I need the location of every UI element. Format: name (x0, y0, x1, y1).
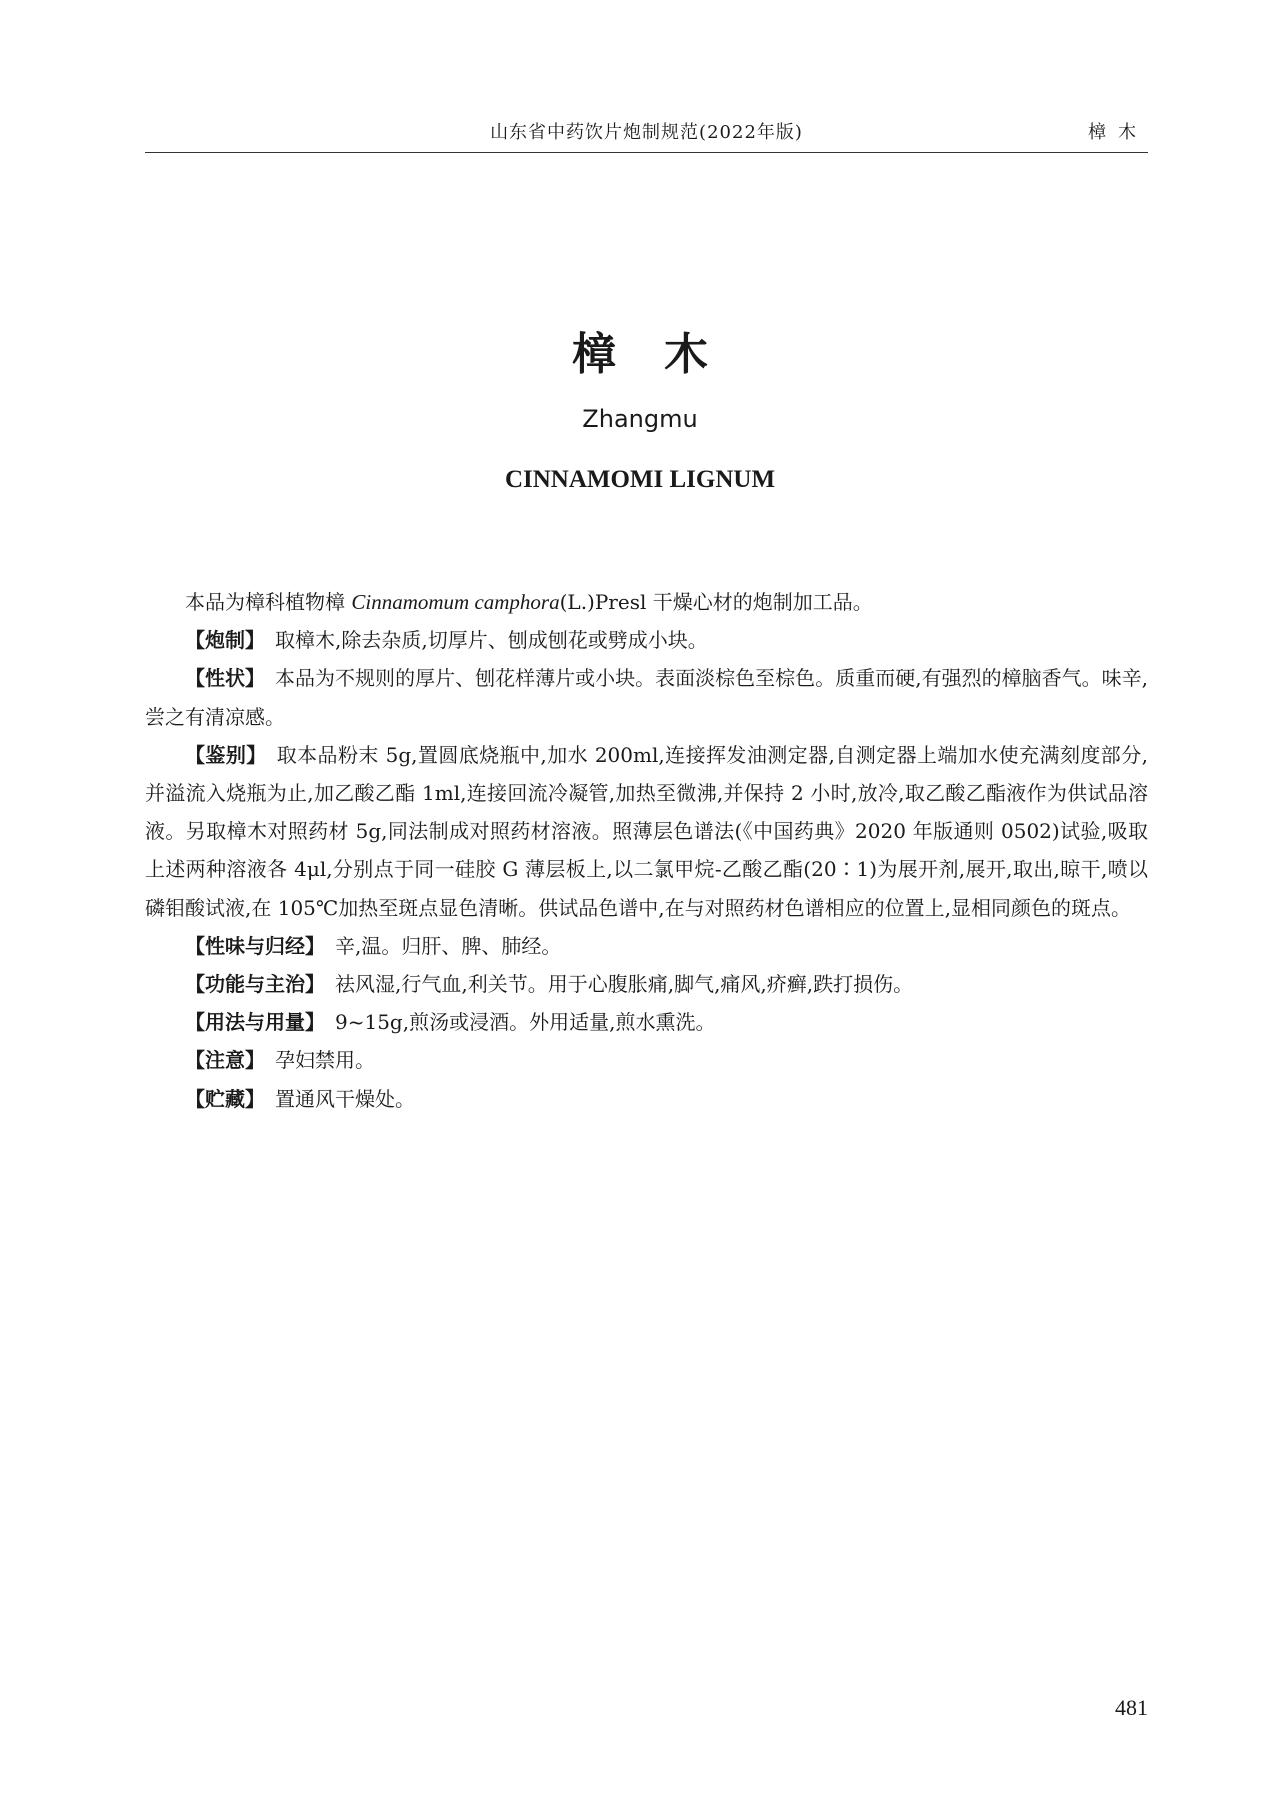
running-header (145, 112, 1148, 153)
species-name: Cinnamomum camphora (351, 590, 560, 614)
section-property-meridian (145, 927, 1148, 965)
entry-name-header: 樟木 (1088, 122, 1148, 143)
section-label: 【性味与归经】 (185, 933, 325, 958)
section-label: 【注意】 (185, 1048, 265, 1073)
entry-body (145, 583, 1148, 1118)
section-description (145, 659, 1148, 735)
intro-text-pre: 本品为樟科植物樟 (185, 590, 352, 614)
section-text: 祛风湿,行气血,利关节。用于心腹胀痛,脚气,痛风,疥癣,跌打损伤。 (335, 972, 914, 997)
section-function-indication (145, 965, 1148, 1003)
intro-text-post: (L.)Presl 干燥心材的炮制加工品。 (559, 590, 873, 614)
page-number: 481 (1115, 1695, 1148, 1720)
entry-title: 樟木 (572, 329, 756, 380)
section-label: 【用法与用量】 (185, 1010, 325, 1035)
section-identification (145, 736, 1148, 927)
section-precaution (145, 1041, 1148, 1079)
section-usage-dosage (145, 1003, 1148, 1041)
book-title: 山东省中药饮片炮制规范(2022年版) (490, 122, 803, 143)
section-label: 【鉴别】 (185, 742, 267, 767)
section-text: 9~15g,煎汤或浸酒。外用适量,煎水熏洗。 (335, 1010, 716, 1035)
section-label: 【贮藏】 (185, 1086, 265, 1111)
section-text: 本品为不规则的厚片、刨花样薄片或小块。表面淡棕色至棕色。质重而硬,有强烈的樟脑香气。味辛,尝之有清凉感。 (145, 666, 1149, 729)
section-processing (145, 621, 1148, 659)
intro-paragraph (145, 583, 1148, 621)
section-text: 取本品粉末 5g,置圆底烧瓶中,加水 200ml,连接挥发油测定器,自测定器上端加水使充满刻度部分,并溢流入烧瓶为止,加乙酸乙酯 1ml,连接回流冷凝管,加热至微沸,并保持 2 小时,放冷,取乙酸乙酯液作为供试品溶液。另取樟木对照药材 5g,同法制成对照药材溶液。照薄层色谱法(《中国药典》2020 年版通则 0502)试验,吸取上述两种溶液各 4μl,分别点于同一硅胶 G 薄层板上,以二氯甲烷-乙酸乙酯(20∶1)为展开剂,展开,取出,晾干,喷以磷钼酸试液,在 105℃加热至斑点显色清晰。供试品色谱中,在与对照药材色谱相应的位置上,显相同颜色的斑点。 (145, 742, 1149, 920)
section-storage (145, 1080, 1148, 1118)
entry-pinyin: Zhangmu (582, 405, 698, 433)
section-text: 辛,温。归肝、脾、肺经。 (335, 933, 562, 958)
section-text: 取樟木,除去杂质,切厚片、刨成刨花或劈成小块。 (275, 628, 708, 653)
section-text: 孕妇禁用。 (275, 1048, 375, 1073)
section-label: 【炮制】 (185, 628, 265, 653)
section-label: 【性状】 (185, 666, 266, 691)
entry-latin-name: CINNAMOMI LIGNUM (504, 466, 776, 493)
section-text: 置通风干燥处。 (275, 1086, 415, 1111)
section-label: 【功能与主治】 (185, 972, 325, 997)
